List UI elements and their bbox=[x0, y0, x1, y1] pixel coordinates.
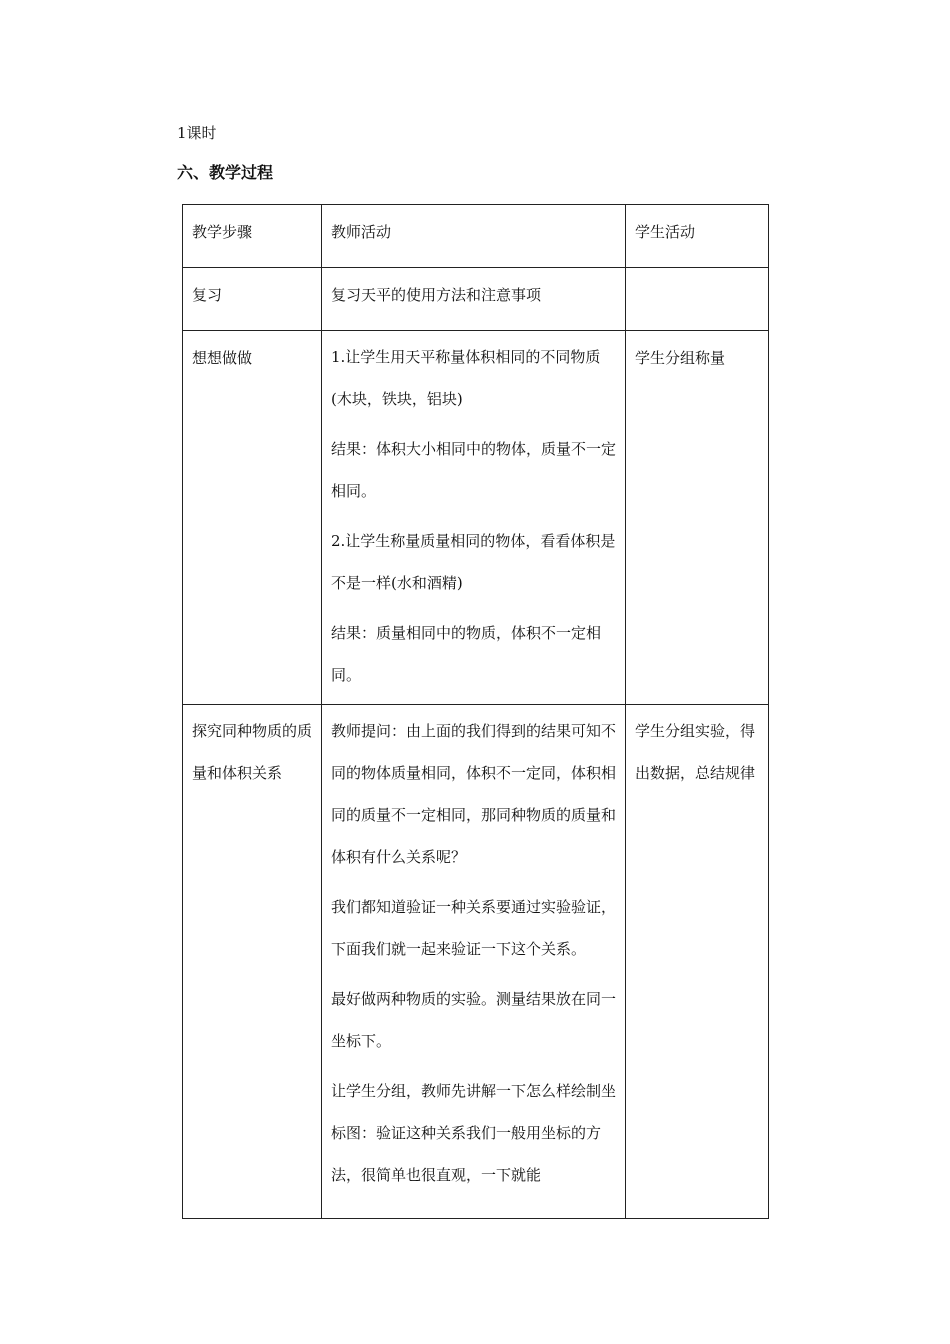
teacher-activity-cell bbox=[322, 331, 626, 705]
header-cell-step: 教学步骤 bbox=[183, 205, 322, 268]
teacher-paragraph: 结果：体积大小相同中的物体，质量不一定相同。 bbox=[331, 440, 617, 500]
teacher-paragraph: 结果：质量相同中的物质，体积不一定相同。 bbox=[331, 624, 602, 684]
teacher-paragraph: 让学生分组，教师先讲解一下怎么样绘制坐标图：验证这种关系我们一般用坐标的方法，很简单也很直观，一下就能 bbox=[331, 1082, 617, 1184]
table-row bbox=[183, 705, 769, 1219]
section-title: 六、教学过程 bbox=[177, 163, 274, 182]
teacher-paragraph: 最好做两种物质的实验。测量结果放在同一坐标下。 bbox=[331, 990, 617, 1050]
teacher-paragraph: 我们都知道验证一种关系要通过实验验证，下面我们就一起来验证一下这个关系。 bbox=[331, 898, 617, 958]
teacher-paragraph: 1.让学生用天平称量体积相同的不同物质(木块，铁块，铝块) bbox=[331, 348, 601, 408]
student-activity-cell: 学生分组实验，得出数据，总结规律 bbox=[626, 705, 769, 1219]
teaching-process-table bbox=[182, 204, 769, 1219]
teacher-activity-cell: 复习天平的使用方法和注意事项 bbox=[322, 268, 626, 331]
teacher-paragraph: 2.让学生称量质量相同的物体，看看体积是不是一样(水和酒精) bbox=[331, 532, 616, 592]
teacher-activity-cell bbox=[322, 705, 626, 1219]
table-header-row bbox=[183, 205, 769, 268]
table-row bbox=[183, 268, 769, 331]
header-cell-student: 学生活动 bbox=[626, 205, 769, 268]
teacher-paragraph: 教师提问：由上面的我们得到的结果可知不同的物体质量相同，体积不一定同，体积相同的质量不一定相同，那同种物质的质量和体积有什么关系呢？ bbox=[331, 722, 617, 866]
step-cell: 探究同种物质的质量和体积关系 bbox=[183, 705, 322, 1219]
student-activity-cell: 学生分组称量 bbox=[626, 331, 769, 705]
header-cell-teacher: 教师活动 bbox=[322, 205, 626, 268]
step-cell: 复习 bbox=[183, 268, 322, 331]
class-hours: 1课时 bbox=[177, 124, 217, 142]
table-row bbox=[183, 331, 769, 705]
student-activity-cell bbox=[626, 268, 769, 331]
step-cell: 想想做做 bbox=[183, 331, 322, 705]
